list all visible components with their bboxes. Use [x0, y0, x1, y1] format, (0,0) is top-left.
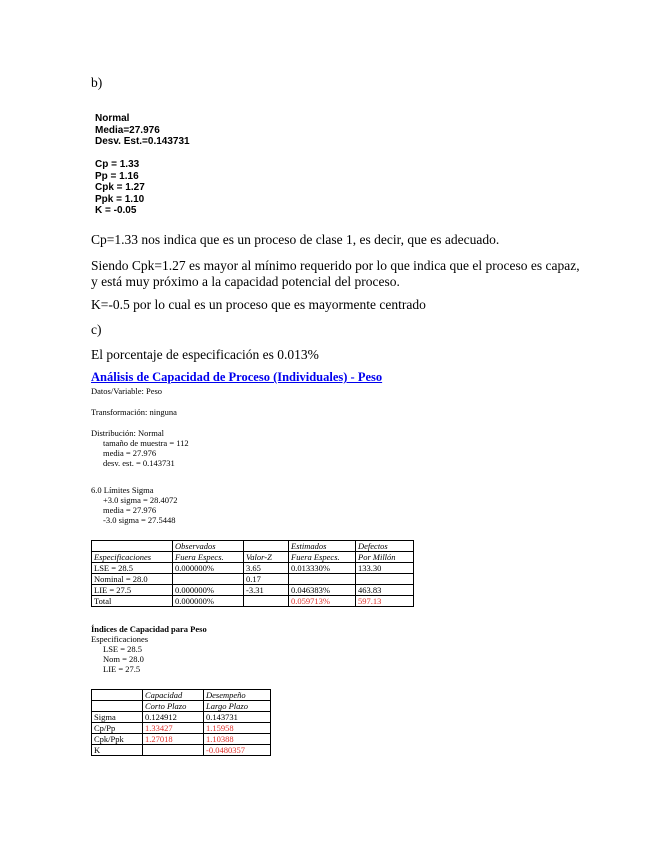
summary-dist: Normal — [95, 113, 130, 124]
table-cell: 0.013330% — [289, 563, 356, 574]
section-b-label: b) — [91, 75, 103, 90]
table-cell — [356, 574, 414, 585]
summary-cpk: Cpk = 1.27 — [95, 182, 145, 193]
summary-sd: Desv. Est.=0.143731 — [95, 136, 190, 147]
table-header-cell — [92, 690, 143, 701]
table-row — [92, 734, 271, 745]
table-cell — [143, 745, 204, 756]
report-mean: media = 27.976 — [103, 448, 157, 458]
report-datos: Datos/Variable: Peso — [91, 386, 163, 396]
table-cell: 0.143731 — [204, 712, 271, 723]
summary-cp: Cp = 1.33 — [95, 159, 140, 170]
table-cell: Cpk/Ppk — [92, 734, 143, 745]
table-row — [92, 723, 271, 734]
table-header-cell: Valor-Z — [244, 552, 289, 563]
table-header-row — [92, 541, 414, 552]
report-sample-size: tamaño de muestra = 112 — [103, 438, 189, 448]
table-cell: LIE = 27.5 — [92, 585, 173, 596]
paragraph-cpk-2: y está muy próximo a la capacidad potencial del proceso. — [91, 274, 400, 289]
table-cell-highlight: 1.15958 — [204, 723, 271, 734]
table-cell: Cp/Pp — [92, 723, 143, 734]
report-mean2: media = 27.976 — [103, 505, 157, 515]
summary-mean: Media=27.976 — [95, 124, 160, 136]
table-row — [92, 596, 414, 607]
table-header-cell: Estimados — [289, 541, 356, 552]
table-cell: 0.000000% — [173, 563, 244, 574]
table-header-cell: Fuera Especs. — [173, 552, 244, 563]
table-cell-highlight: 0.059713% — [289, 596, 356, 607]
report-title-link[interactable]: Análisis de Capacidad de Proceso (Individuales) - Peso — [91, 370, 383, 384]
report-sd: desv. est. = 0.143731 — [103, 458, 175, 468]
table-cell — [244, 596, 289, 607]
report-distribution-block — [91, 428, 189, 468]
section-c-label: c) — [91, 322, 102, 337]
table-cell-highlight: 597.13 — [356, 596, 414, 607]
summary-pp: Pp = 1.16 — [95, 170, 139, 182]
table-cell — [173, 574, 244, 585]
report-distribution: Distribución: Normal — [91, 428, 164, 438]
table-row — [92, 574, 414, 585]
table-header-cell: Por Millón — [356, 552, 414, 563]
table-row — [92, 712, 271, 723]
indices-lie: LIE = 27.5 — [103, 664, 141, 674]
table-header-row — [92, 552, 414, 563]
table-header-cell: Especificaciones — [92, 552, 173, 563]
table-row — [92, 745, 271, 756]
table-cell: K — [92, 745, 143, 756]
table-header-cell: Capacidad — [143, 690, 204, 701]
table-header-cell: Desempeño — [204, 690, 271, 701]
table-header-cell — [92, 701, 143, 712]
indices-block — [91, 624, 207, 674]
indices-lse: LSE = 28.5 — [103, 644, 143, 654]
table-cell: Sigma — [92, 712, 143, 723]
capacity-table — [91, 540, 414, 607]
table-row — [92, 585, 414, 596]
report-minus3: -3.0 sigma = 27.5448 — [103, 515, 176, 525]
report-limits-block — [91, 485, 178, 525]
paragraph-k: K=-0.5 por lo cual es un proceso que es mayormente centrado — [91, 297, 426, 312]
table-header-cell: Defectos — [356, 541, 414, 552]
summary-k: K = -0.05 — [95, 205, 137, 216]
table-header-row — [92, 701, 271, 712]
report-limits-title: 6.0 Límites Sigma — [91, 485, 154, 495]
table-cell: Nominal = 28.0 — [92, 574, 173, 585]
table-cell: 0.124912 — [143, 712, 204, 723]
report-transform: Transformación: ninguna — [91, 407, 177, 417]
table-cell-highlight: 1.27018 — [143, 734, 204, 745]
indices-table — [91, 689, 271, 756]
table-cell: 133.30 — [356, 563, 414, 574]
table-row — [92, 563, 414, 574]
table-header-cell — [92, 541, 173, 552]
paragraph-cp: Cp=1.33 nos indica que es un proceso de clase 1, es decir, que es adecuado. — [91, 232, 500, 247]
table-cell: LSE = 28.5 — [92, 563, 173, 574]
table-header-cell: Corto Plazo — [143, 701, 204, 712]
table-cell: 0.000000% — [173, 596, 244, 607]
table-cell: Total — [92, 596, 173, 607]
table-cell-highlight: 1.33427 — [143, 723, 204, 734]
report-plus3: +3.0 sigma = 28.4072 — [103, 495, 178, 505]
table-cell — [289, 574, 356, 585]
table-header-cell: Largo Plazo — [204, 701, 271, 712]
table-cell: 0.046383% — [289, 585, 356, 596]
table-cell: -3.31 — [244, 585, 289, 596]
table-header-cell — [244, 541, 289, 552]
paragraph-percentage: El porcentaje de especificación es 0.013% — [91, 347, 319, 362]
summary-block — [95, 113, 190, 217]
table-header-cell: Observados — [173, 541, 244, 552]
table-cell-highlight: -0.0480357 — [204, 745, 271, 756]
table-cell-highlight: 1.10388 — [204, 734, 271, 745]
table-cell: 0.17 — [244, 574, 289, 585]
table-cell: 463.83 — [356, 585, 414, 596]
indices-title: Índices de Capacidad para Peso — [91, 624, 207, 634]
paragraph-cpk-1: Siendo Cpk=1.27 es mayor al mínimo requerido por lo que indica que el proceso es capaz, — [91, 258, 580, 273]
summary-ppk: Ppk = 1.10 — [95, 193, 145, 205]
indices-spec: Especificaciones — [91, 634, 149, 644]
table-header-row — [92, 690, 271, 701]
table-cell: 3.65 — [244, 563, 289, 574]
table-header-cell: Fuera Especs. — [289, 552, 356, 563]
table-cell: 0.000000% — [173, 585, 244, 596]
indices-nom: Nom = 28.0 — [103, 654, 144, 664]
